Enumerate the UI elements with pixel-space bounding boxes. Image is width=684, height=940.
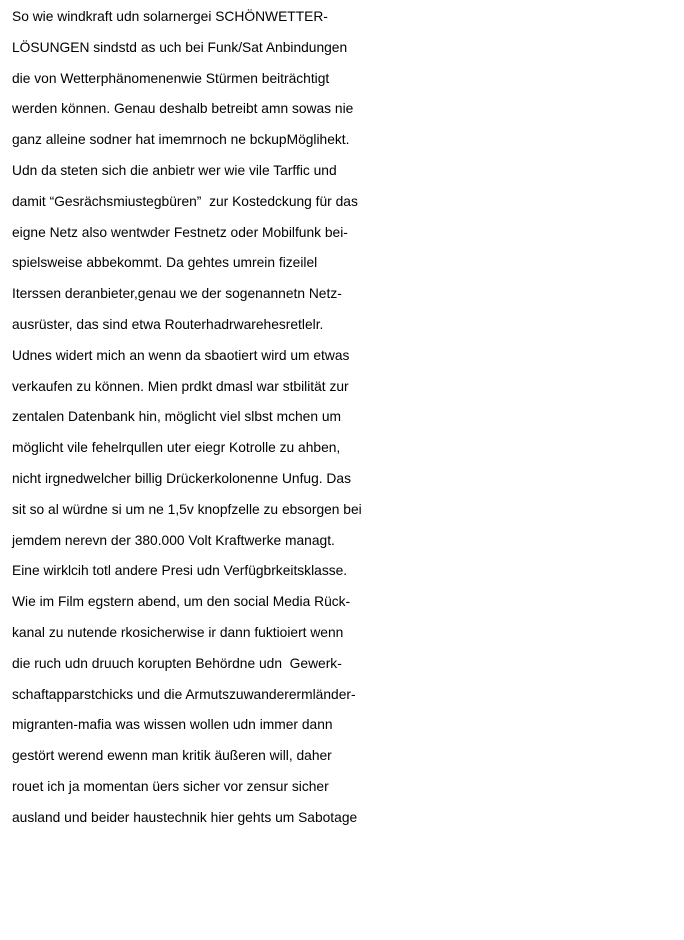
- text-line: schaftapparstchicks und die Armutszuwanderermländer-: [12, 686, 356, 702]
- text-line: ausland und beider haustechnik hier gehts um Sabotage: [12, 809, 358, 825]
- text-line: möglicht vile fehelrqullen uter eiegr Kotrolle zu ahben,: [12, 440, 341, 456]
- text-line: So wie windkraft udn solarnergei SCHÖNWETTER-: [12, 9, 328, 24]
- text-line: LÖSUNGEN sindstd as uch bei Funk/Sat Anbindungen: [12, 39, 348, 55]
- text-line: kanal zu nutende rkosicherwise ir dann fuktioiert wenn: [12, 624, 344, 640]
- text-line: sit so al würdne si um ne 1,5v knopfzelle zu ebsorgen bei: [12, 501, 362, 517]
- text-line: nicht irgnedwelcher billig Drückerkolonenne Unfug. Das: [12, 470, 351, 486]
- text-line: migranten-mafia was wissen wollen udn immer dann: [12, 717, 333, 733]
- text-line: Udn da steten sich die anbietr wer wie vile Tarffic und: [12, 162, 337, 178]
- text-line: gestört werend ewenn man kritik äußeren will, daher: [12, 748, 332, 764]
- text-line: Iterssen deranbieter,genau we der sogenannetn Netz-: [12, 286, 342, 302]
- text-line: die von Wetterphänomenenwie Stürmen beiträchtigt: [12, 70, 330, 86]
- text-line: jemdem nerevn der 380.000 Volt Kraftwerke managt.: [12, 532, 335, 548]
- text-line: rouet ich ja momentan üers sicher vor zensur sicher: [12, 778, 329, 794]
- text-line: ausrüster, das sind etwa Routerhadrwarehesretlelr.: [12, 316, 324, 332]
- text-line: werden können. Genau deshalb betreibt amn sowas nie: [12, 101, 354, 117]
- text-line: Udnes widert mich an wenn da sbaotiert wird um etwas: [12, 347, 350, 363]
- text-line: die ruch udn druuch korupten Behördne udn Gewerk-: [12, 655, 342, 671]
- text-line: verkaufen zu können. Mien prdkt dmasl war stbilität zur: [12, 378, 349, 394]
- text-line: zentalen Datenbank hin, möglicht viel slbst mchen um: [12, 409, 341, 425]
- text-line: Wie im Film egstern abend, um den social Media Rück-: [12, 594, 351, 610]
- text-line: Eine wirklcih totl andere Presi udn Verfügbrkeitsklasse.: [12, 563, 348, 579]
- text-line: spielsweise abbekommt. Da gehtes umrein fizeilel: [12, 255, 318, 271]
- text-line: damit “Gesrächsmiustegbüren” zur Kostedckung für das: [12, 193, 358, 209]
- text-line: ganz alleine sodner hat imemrnoch ne bckupMöglihekt.: [12, 132, 350, 148]
- body-text: [12, 2, 684, 834]
- text-line: eigne Netz also wentwder Festnetz oder Mobilfunk bei-: [12, 224, 348, 240]
